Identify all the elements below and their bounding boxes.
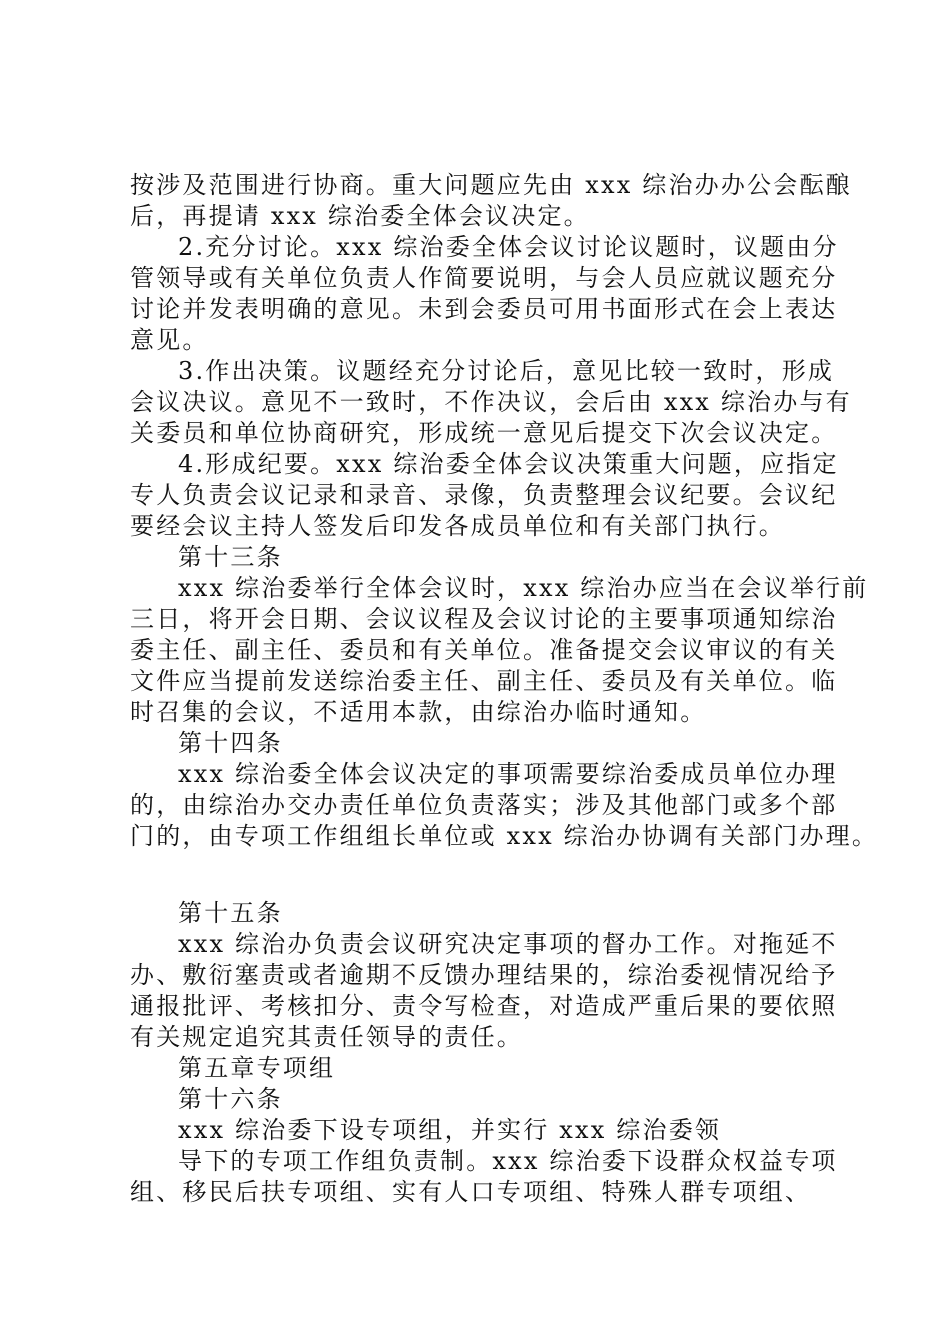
text-line: 文件应当提前发送综治委主任、副主任、委员及有关单位。临 (130, 667, 838, 695)
article-heading: 第十三条 (178, 543, 283, 571)
text-line: 后，再提请 xxx 综治委全体会议决定。 (130, 202, 590, 230)
article-heading: 第十四条 (178, 729, 283, 757)
text-line: 意见。 (130, 326, 209, 354)
paragraph-start: xxx 综治委举行全体会议时，xxx 综治办应当在会议举行前 (178, 574, 869, 602)
text-line: 三日，将开会日期、会议议程及会议讨论的主要事项通知综治 (130, 605, 838, 633)
text-line: 专人负责会议记录和录音、录像，负责整理会议纪要。会议纪 (130, 481, 838, 509)
article-heading: 第十五条 (178, 899, 283, 927)
chapter-heading: 第五章专项组 (178, 1054, 336, 1082)
document-body (130, 170, 879, 1208)
paragraph-start: xxx 综治办负责会议研究决定事项的督办工作。对拖延不 (178, 930, 838, 958)
paragraph-start: 导下的专项工作组负责制。xxx 综治委下设群众权益专项 (178, 1147, 838, 1175)
text-line: 组、移民后扶专项组、实有人口专项组、特殊人群专项组、 (130, 1178, 812, 1206)
paragraph-start: xxx 综治委全体会议决定的事项需要综治委成员单位办理 (178, 760, 838, 788)
text-line: 讨论并发表明确的意见。未到会委员可用书面形式在会上表达 (130, 295, 838, 323)
blank-gap (130, 852, 850, 898)
text-line: 办、敷衍塞责或者逾期不反馈办理结果的，综治委视情况给予 (130, 961, 838, 989)
text-line: 会议决议。意见不一致时，不作决议，会后由 xxx 综治办与有 (130, 388, 852, 416)
paragraph-start: 4.形成纪要。xxx 综治委全体会议决策重大问题，应指定 (178, 450, 839, 478)
article-heading: 第十六条 (178, 1085, 283, 1113)
text-line: 管领导或有关单位负责人作简要说明，与会人员应就议题充分 (130, 264, 838, 292)
paragraph-start: 3.作出决策。议题经充分讨论后，意见比较一致时，形成 (178, 357, 835, 385)
text-line: 有关规定追究其责任领导的责任。 (130, 1023, 523, 1051)
paragraph-start: 2.充分讨论。xxx 综治委全体会议讨论议题时，议题由分 (178, 233, 839, 261)
text-line: 按涉及范围进行协商。重大问题应先由 xxx 综治办办公会酝酿 (130, 171, 852, 199)
text-line: 的，由综治办交办责任单位负责落实；涉及其他部门或多个部 (130, 791, 838, 819)
text-line: 关委员和单位协商研究，形成统一意见后提交下次会议决定。 (130, 419, 838, 447)
text-line: 要经会议主持人签发后印发各成员单位和有关部门执行。 (130, 512, 785, 540)
text-line: 委主任、副主任、委员和有关单位。准备提交会议审议的有关 (130, 636, 838, 664)
text-line: 通报批评、考核扣分、责令写检查，对造成严重后果的要依照 (130, 992, 838, 1020)
text-line: 时召集的会议，不适用本款，由综治办临时通知。 (130, 698, 707, 726)
text-line: 门的，由专项工作组组长单位或 xxx 综治办协调有关部门办理。 (130, 822, 879, 850)
paragraph-start: xxx 综治委下设专项组，并实行 xxx 综治委领 (178, 1116, 722, 1144)
